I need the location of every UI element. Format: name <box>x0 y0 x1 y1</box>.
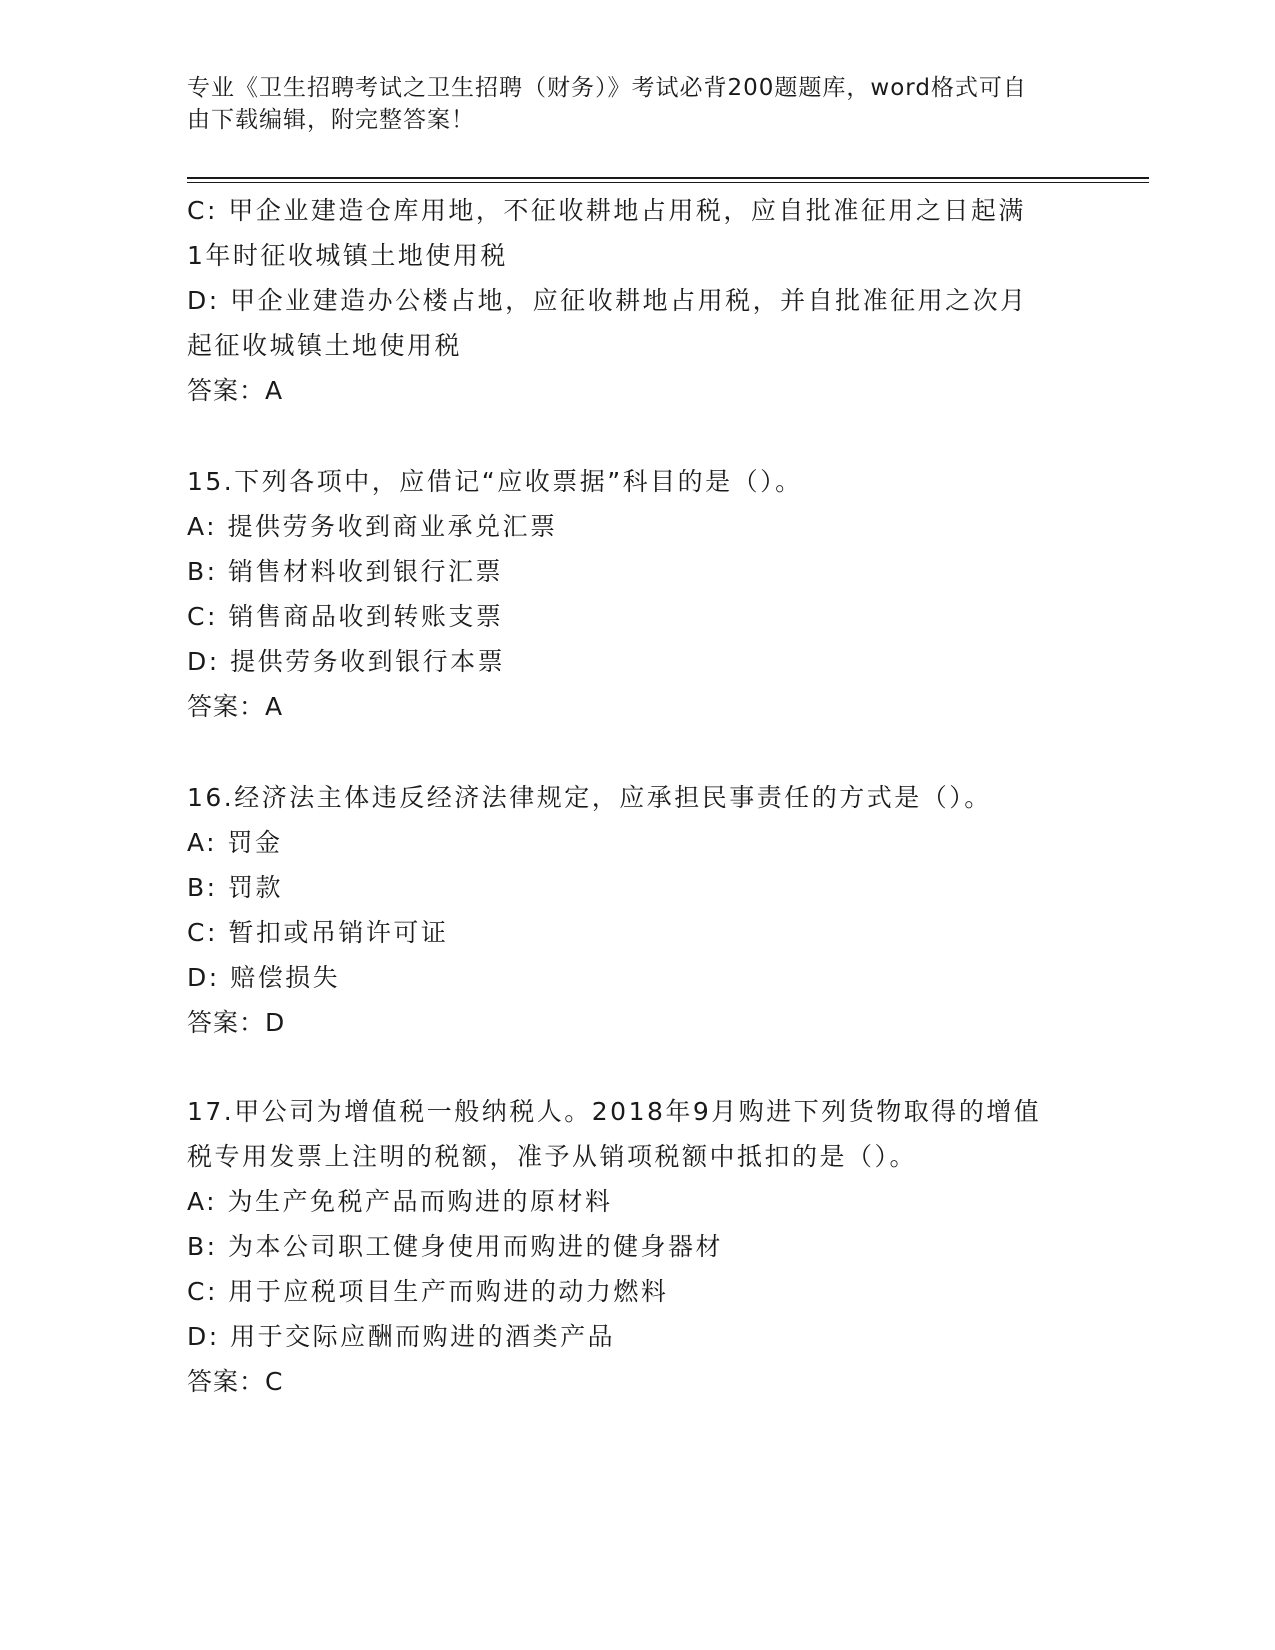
question-content <box>187 188 1087 1404</box>
question-stem-line-2: 税专用发票上注明的税额，准予从销项税额中抵扣的是（）。 <box>187 1142 918 1171</box>
option-a: A: 为生产免税产品而购进的原材料 <box>187 1187 613 1216</box>
option-b: B: 为本公司职工健身使用而购进的健身器材 <box>187 1232 724 1261</box>
question-17 <box>187 1089 1087 1404</box>
option-d: D: 提供劳务收到银行本票 <box>187 647 506 676</box>
option-d-line-2: 起征收城镇土地使用税 <box>187 331 463 360</box>
answer-line: 答案：A <box>187 376 284 405</box>
option-a: A: 提供劳务收到商业承兑汇票 <box>187 512 558 541</box>
page-header <box>187 72 1087 136</box>
option-b: B: 罚款 <box>187 873 284 902</box>
option-c-line-2: 1年时征收城镇土地使用税 <box>187 241 508 270</box>
answer-line: 答案：D <box>187 1008 286 1037</box>
answer-line: 答案：A <box>187 692 284 721</box>
question-stem-line-1: 17.甲公司为增值税一般纳税人。2018年9月购进下列货物取得的增值 <box>187 1097 1042 1126</box>
answer-line: 答案：C <box>187 1367 284 1396</box>
header-rule-thick <box>187 177 1149 179</box>
question-16 <box>187 775 1087 1045</box>
option-c: C: 销售商品收到转账支票 <box>187 602 504 631</box>
question-stem: 15.下列各项中，应借记“应收票据”科目的是（）。 <box>187 467 803 496</box>
option-c: C: 用于应税项目生产而购进的动力燃料 <box>187 1277 669 1306</box>
header-rule-thin <box>187 182 1149 183</box>
header-line-1: 专业《卫生招聘考试之卫生招聘（财务）》考试必背200题题库，word格式可自 <box>187 75 1027 101</box>
option-d-line-1: D: 甲企业建造办公楼占地，应征收耕地占用税，并自批准征用之次月 <box>187 286 1028 315</box>
option-b: B: 销售材料收到银行汇票 <box>187 557 504 586</box>
question-15 <box>187 459 1087 729</box>
question-stem: 16.经济法主体违反经济法律规定，应承担民事责任的方式是（）。 <box>187 783 992 812</box>
previous-question-tail <box>187 188 1087 413</box>
header-line-2: 由下载编辑，附完整答案！ <box>187 107 475 133</box>
option-c-line-1: C: 甲企业建造仓库用地，不征收耕地占用税，应自批准征用之日起满 <box>187 196 1026 225</box>
option-d: D: 赔偿损失 <box>187 963 341 992</box>
option-c: C: 暂扣或吊销许可证 <box>187 918 449 947</box>
option-a: A: 罚金 <box>187 828 283 857</box>
option-d: D: 用于交际应酬而购进的酒类产品 <box>187 1322 616 1351</box>
